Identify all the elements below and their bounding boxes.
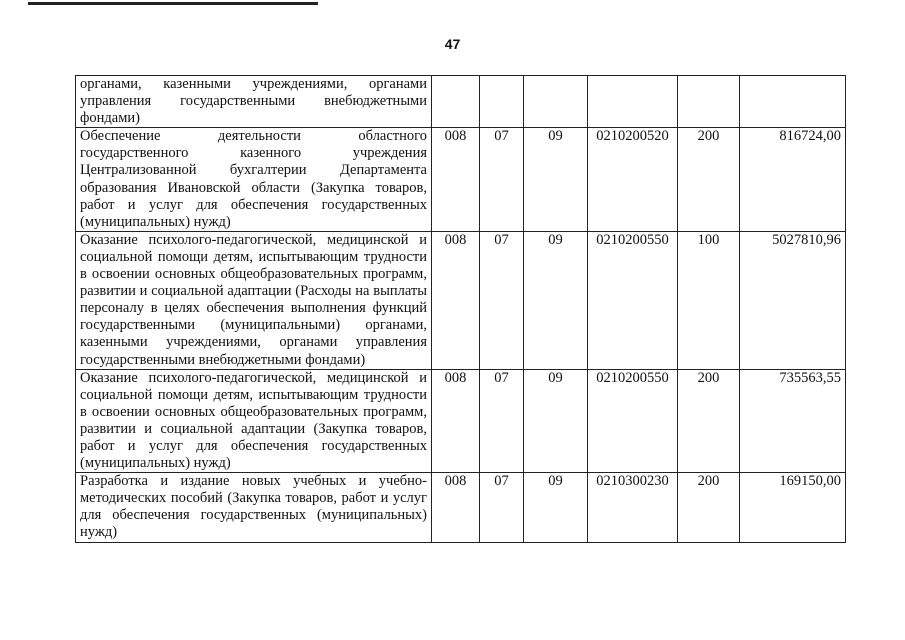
expense-type-code: 200 — [678, 473, 740, 542]
target-code: 0210300230 — [588, 473, 678, 542]
section-code: 07 — [480, 231, 524, 369]
subsection-code — [524, 76, 588, 128]
target-code: 0210200550 — [588, 231, 678, 369]
table-row — [76, 369, 846, 473]
table-row — [76, 128, 846, 232]
amount: 735563,55 — [740, 369, 846, 473]
ministry-code: 008 — [432, 231, 480, 369]
ministry-code: 008 — [432, 473, 480, 542]
row-description: органами, казенными учреждениями, органами управления государственными внебюджетными фондами) — [76, 76, 432, 128]
section-code: 07 — [480, 128, 524, 232]
amount: 5027810,96 — [740, 231, 846, 369]
expense-type-code: 200 — [678, 128, 740, 232]
section-code — [480, 76, 524, 128]
expense-type-code: 100 — [678, 231, 740, 369]
section-code: 07 — [480, 473, 524, 542]
amount: 169150,00 — [740, 473, 846, 542]
row-description: Оказание психолого-педагогической, медицинской и социальной помощи детям, испытывающим трудности в освоении основных общеобразовательных программ, развитии и социальной адаптации (Закупка товаров, работ и услуг для обеспечения государственных (муниципальных) нужд) — [76, 369, 432, 473]
table-row — [76, 76, 846, 128]
page-number: 47 — [444, 36, 461, 52]
ministry-code: 008 — [432, 369, 480, 473]
target-code — [588, 76, 678, 128]
subsection-code: 09 — [524, 473, 588, 542]
amount — [740, 76, 846, 128]
row-description: Разработка и издание новых учебных и учебно-методических пособий (Закупка товаров, работ и услуг для обеспечения государственных (муниципальных) нужд) — [76, 473, 432, 542]
amount: 816724,00 — [740, 128, 846, 232]
subsection-code: 09 — [524, 369, 588, 473]
expense-type-code — [678, 76, 740, 128]
section-code: 07 — [480, 369, 524, 473]
subsection-code: 09 — [524, 128, 588, 232]
budget-table — [75, 75, 846, 543]
row-description: Оказание психолого-педагогической, медицинской и социальной помощи детям, испытывающим трудности в освоении основных общеобразовательных программ, развитии и социальной адаптации (Расходы на выплаты персоналу в целях обеспечения выполнения функций государственными (муниципальными) органами, казенными учреждениями, органами управления государственными внебюджетными фондами) — [76, 231, 432, 369]
ministry-code — [432, 76, 480, 128]
table-row — [76, 473, 846, 542]
expense-type-code: 200 — [678, 369, 740, 473]
row-description: Обеспечение деятельности областного государственного казенного учреждения Централизованной бухгалтерии Департамента образования Ивановской области (Закупка товаров, работ и услуг для обеспечения государственных (муниципальных) нужд) — [76, 128, 432, 232]
subsection-code: 09 — [524, 231, 588, 369]
target-code: 0210200550 — [588, 369, 678, 473]
ministry-code: 008 — [432, 128, 480, 232]
target-code: 0210200520 — [588, 128, 678, 232]
top-rule — [28, 2, 318, 5]
table-row — [76, 231, 846, 369]
